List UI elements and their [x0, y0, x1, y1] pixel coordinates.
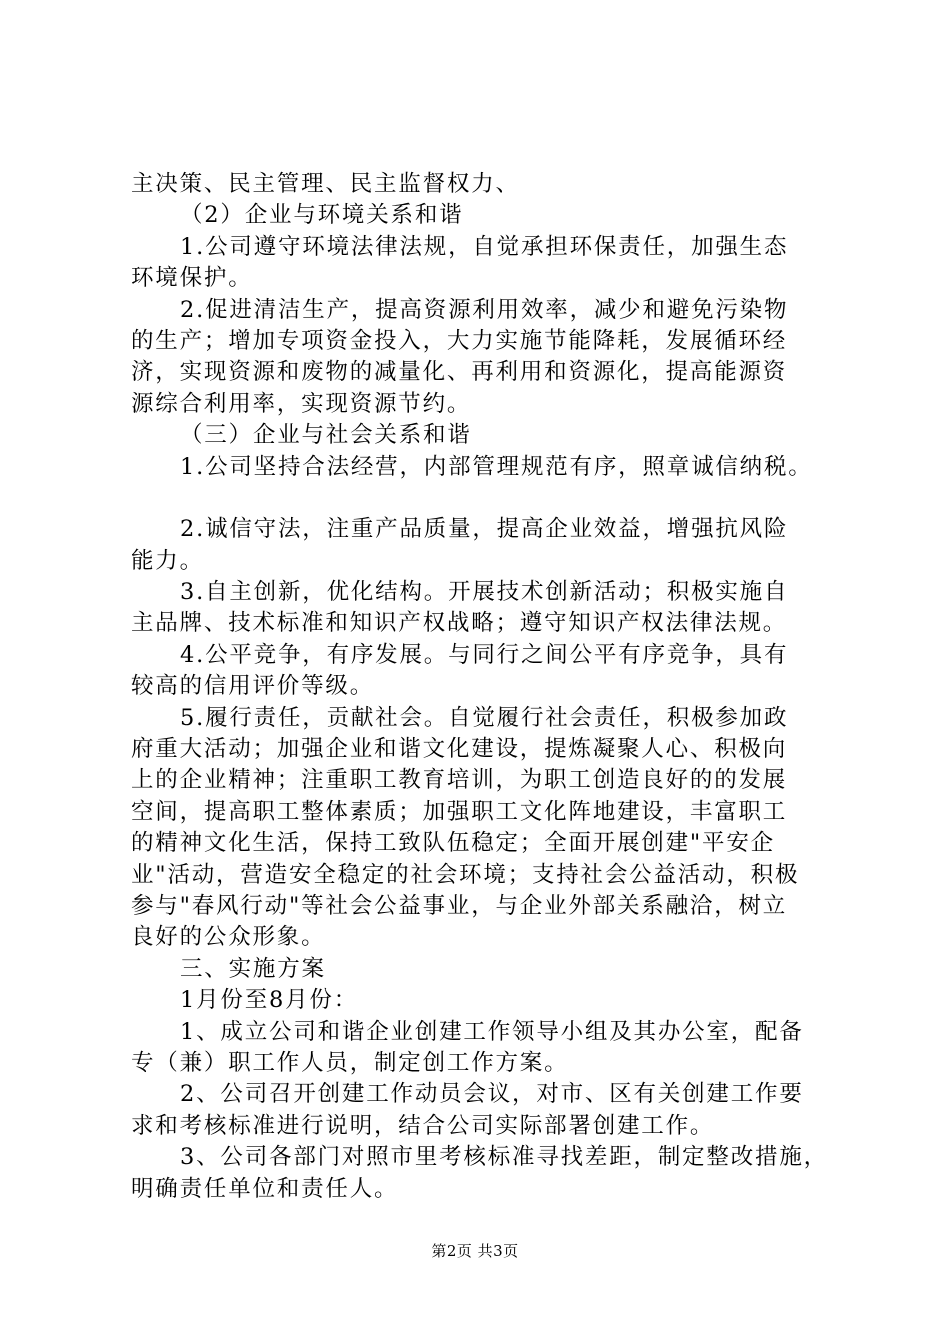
text-line: [131, 483, 831, 514]
text-line: 2.促进清洁生产，提高资源利用效率，减少和避免污染物: [180, 296, 789, 323]
text-line: 专（兼）职工作人员，制定创工作方案。: [131, 1049, 569, 1076]
text-line: 1.公司遵守环境法律法规，自觉承担环保责任，加强生态: [180, 233, 789, 260]
text-line: 上的企业精神；注重职工教育培训，为职工创造良好的的发展: [131, 767, 788, 794]
text-line: 1月份至8月份：: [180, 987, 359, 1014]
text-line: 5.履行责任，贡献社会。自觉履行社会责任，积极参加政: [180, 704, 789, 731]
text-line: 参与"春风行动"等社会公益事业，与企业外部关系融洽，树立: [131, 892, 788, 919]
text-line: 3.自主创新，优化结构。开展技术创新活动；积极实施自: [180, 579, 789, 606]
text-line: 空间，提高职工整体素质；加强职工文化阵地建设，丰富职工: [131, 798, 788, 825]
text-line: 明确责任单位和责任人。: [131, 1175, 399, 1202]
text-line: 1、成立公司和谐企业创建工作领导小组及其办公室，配备: [180, 1018, 804, 1045]
text-line: 主品牌、技术标准和知识产权战略；遵守知识产权法律法规。: [131, 610, 788, 637]
text-line: 能力。: [131, 547, 204, 574]
text-line: 源综合利用率，实现资源节约。: [131, 390, 472, 417]
text-line: 3、公司各部门对照市里考核标准寻找差距，制定整改措施，: [180, 1144, 828, 1171]
text-line: 济，实现资源和废物的减量化、再利用和资源化，提高能源资: [131, 359, 788, 386]
text-line: 良好的公众形象。: [131, 924, 326, 951]
text-line: 较高的信用评价等级。: [131, 673, 375, 700]
document-body: [131, 169, 831, 1205]
text-line: 主决策、民主管理、民主监督权力、: [131, 171, 520, 197]
text-line: （2）企业与环境关系和谐: [180, 202, 464, 229]
text-line: 2、公司召开创建工作动员会议，对市、区有关创建工作要: [180, 1081, 804, 1108]
text-line: 4.公平竞争，有序发展。与同行之间公平有序竞争，具有: [180, 641, 789, 668]
text-line: 的精神文化生活，保持工致队伍稳定；全面开展创建"平安企: [131, 830, 775, 857]
text-line: 的生产；增加专项资金投入，大力实施节能降耗，发展循环经: [131, 327, 788, 354]
text-line: 三、实施方案: [180, 955, 326, 982]
text-line: 府重大活动；加强企业和谐文化建设，提炼凝聚人心、积极向: [131, 736, 788, 763]
text-line: （三）企业与社会关系和谐: [180, 422, 472, 449]
text-line: 1.公司坚持合法经营，内部管理规范有序，照章诚信纳税。: [180, 453, 813, 480]
text-line: 业"活动，营造安全稳定的社会环境；支持社会公益活动，积极: [131, 861, 800, 888]
text-line: 2.诚信守法，注重产品质量，提高企业效益，增强抗风险: [180, 516, 789, 543]
text-line: 求和考核标准进行说明，结合公司实际部署创建工作。: [131, 1112, 715, 1139]
page-footer: 第2页 共3页: [431, 1242, 519, 1260]
text-line: 环境保护。: [131, 265, 253, 292]
